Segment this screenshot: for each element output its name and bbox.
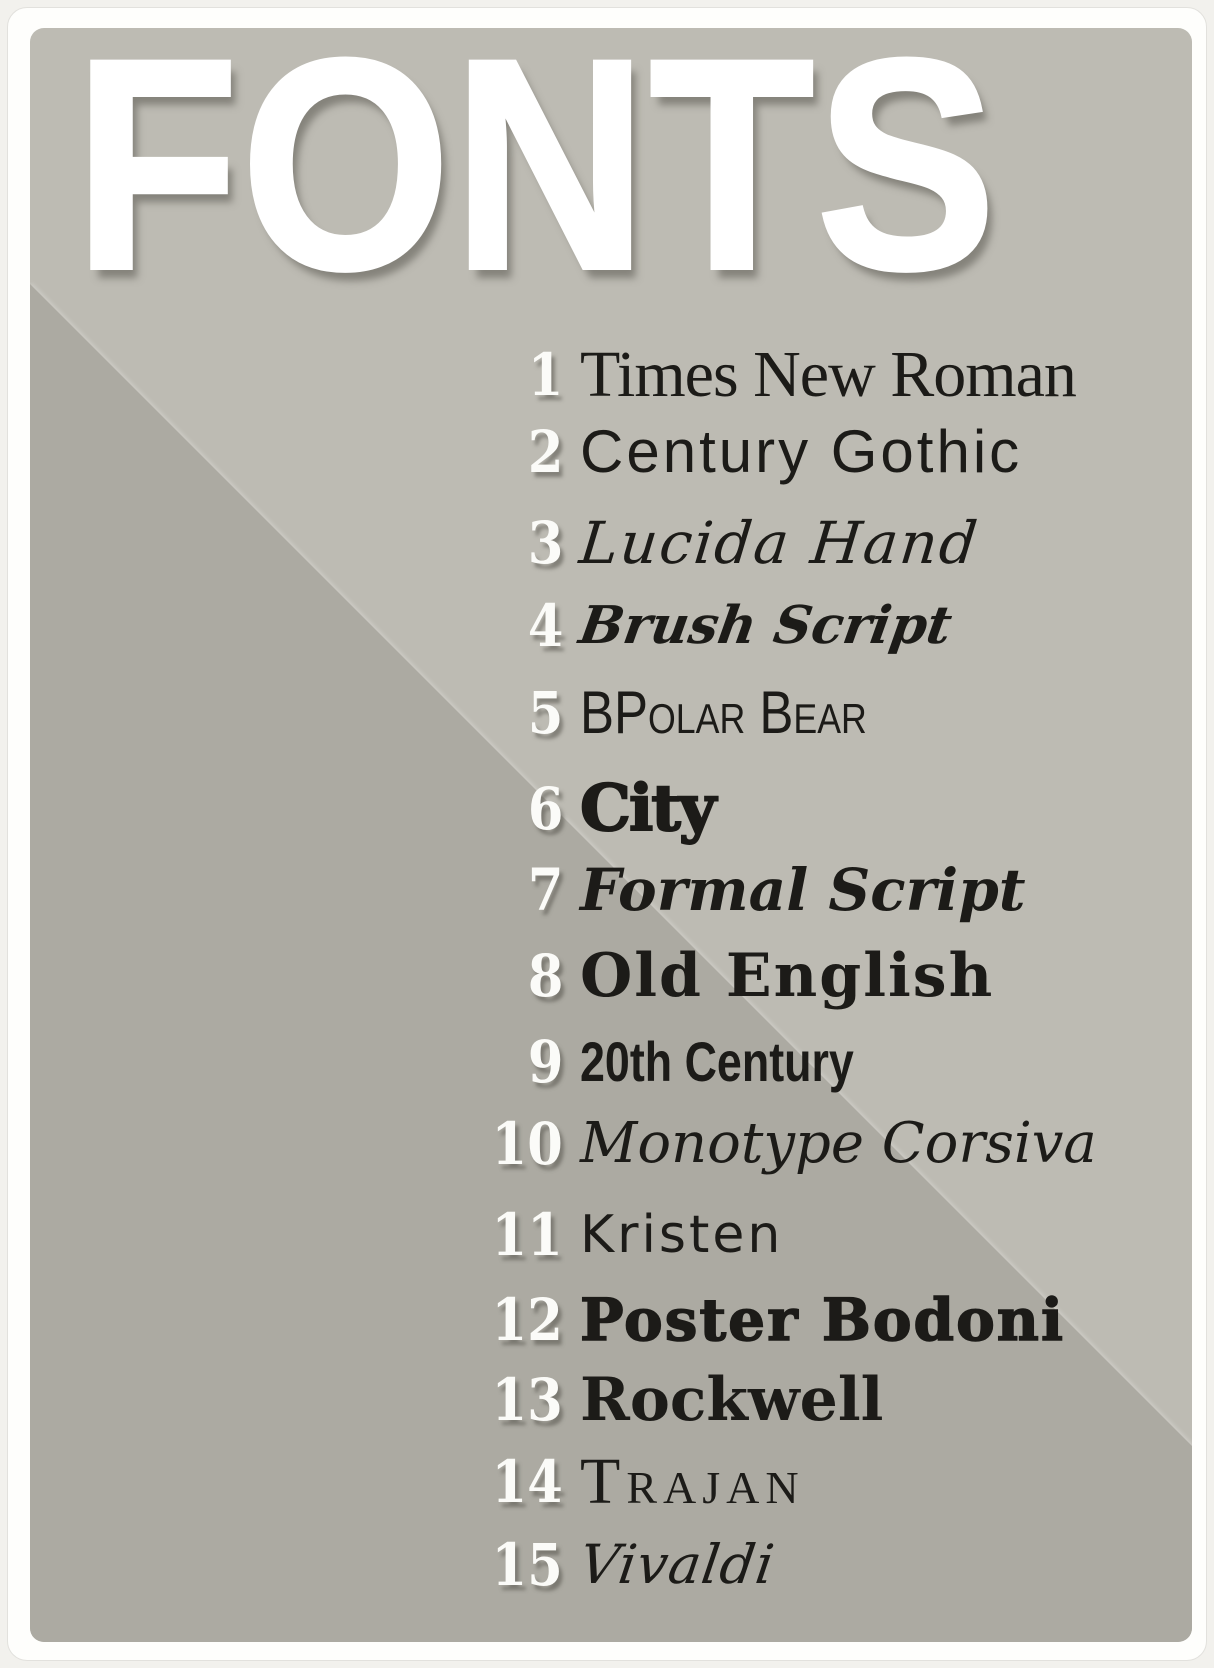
font-list-item: [30, 668, 1192, 758]
font-sample-vivaldi: Vivaldi: [575, 1533, 779, 1596]
font-sample-poster-bodoni: Poster Bodoni: [580, 1286, 1065, 1354]
font-rank-number: 8: [527, 942, 563, 1010]
font-sample-bpolar-bear: BPolar Bear: [580, 679, 867, 746]
font-sample-city: City: [580, 771, 714, 846]
font-rank-number: 9: [527, 1028, 563, 1096]
font-list-item: [30, 407, 1192, 497]
font-rank-number: 12: [491, 1286, 563, 1354]
font-sample-trajan: Trajan: [580, 1445, 805, 1518]
font-sample-old-english: Old English: [580, 941, 995, 1011]
font-rank-number: 15: [491, 1531, 563, 1599]
font-list-item: [30, 1099, 1192, 1189]
font-list-item: [30, 1190, 1192, 1280]
font-rank-number: 13: [491, 1366, 563, 1434]
font-sample-kristen: Kristen: [580, 1205, 784, 1265]
font-rank-number: 10: [491, 1110, 563, 1178]
font-rank-number: 3: [527, 509, 563, 577]
font-sample-times-new-roman: Times New Roman: [580, 338, 1076, 411]
font-rank-number: 6: [527, 775, 563, 843]
poster-background: [30, 28, 1192, 1642]
poster-title: FONTS: [74, 28, 998, 332]
font-sample-20th-century: 20th Century: [580, 1030, 854, 1093]
font-list-item: [30, 1017, 1192, 1107]
font-sample-rockwell: Rockwell: [580, 1365, 884, 1435]
font-list-item: [30, 1437, 1192, 1527]
font-rank-number: 5: [527, 679, 563, 747]
font-sample-lucida-hand: Lucida Hand: [576, 509, 983, 577]
font-list-item: [30, 1275, 1192, 1365]
font-rank-number: 11: [491, 1201, 563, 1269]
font-rank-number: 7: [527, 856, 563, 924]
font-list-item: [30, 931, 1192, 1021]
font-rank-number: 1: [527, 341, 563, 409]
font-list-item: [30, 845, 1192, 935]
font-list-item: [30, 1520, 1192, 1610]
font-sample-brush-script: Brush Script: [575, 595, 957, 656]
font-list-item: [30, 1355, 1192, 1445]
font-list-item: [30, 764, 1192, 854]
font-rank-number: 14: [491, 1448, 563, 1516]
font-list-item: [30, 581, 1192, 671]
font-sample-monotype-corsiva: Monotype Corsiva: [580, 1111, 1097, 1176]
font-sample-formal-script: Formal Script: [580, 856, 1026, 924]
font-rank-number: 4: [527, 592, 563, 660]
font-list-item: [30, 498, 1192, 588]
font-sample-century-gothic: Century Gothic: [580, 418, 1023, 485]
font-rank-number: 2: [527, 418, 563, 486]
